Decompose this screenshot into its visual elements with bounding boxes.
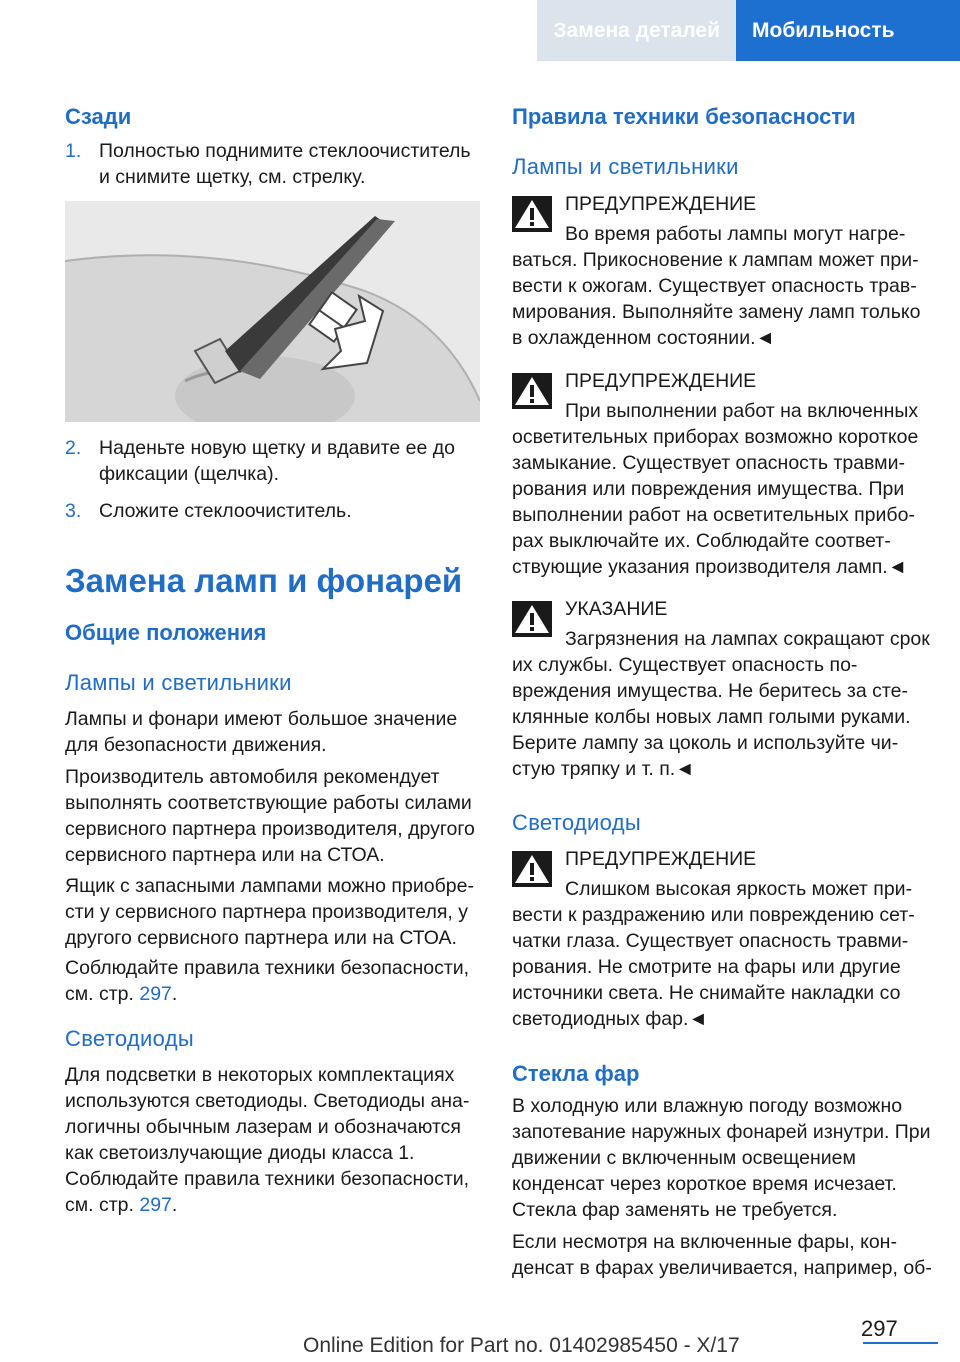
notice-title: УКАЗАНИЕ — [565, 598, 668, 620]
notice-text: Загрязнения на лампах сокращают срок их службы. Существует опасность повреждения имущества. Не беритесь за стеклянные колбы новых ламп голыми руками. Берите лампу за цоколь и используйте чистую тряпку и т. п.◄ — [512, 628, 930, 780]
punctuation: . — [171, 983, 178, 1005]
edition-text: Online Edition for Part no. 01402985450 - X/17 — [303, 1334, 740, 1357]
warning-text: Слишком высокая яркость может привести к раздражению или повреждению сетчатки глаза. Существует опасность травмирования. Не смотрите на фары или другие источники света. Не снимайте накладки со светодиодных фар.◄ — [512, 878, 915, 1030]
step-3 — [65, 498, 485, 526]
page-link[interactable]: 297 — [139, 983, 172, 1005]
page-number: 297 — [861, 1316, 898, 1341]
step-text: Наденьте новую щетку и вдавите ее до фиксации (щелчка). — [99, 437, 455, 485]
step-number: 3. — [65, 500, 82, 522]
safety-heading: Правила техники безопасности — [512, 104, 856, 129]
rear-wiper-figure — [65, 201, 480, 422]
paragraph: В холодную или влажную погоду возможно запотевание наружных фонарей изнутри. При движении с включенным освещением конденсат через короткое время исчезает. Стекла фар заменять не требуется. — [512, 1095, 931, 1221]
step-text: Полностью поднимите стеклоочиститель и снимите щетку, см. стрелку. — [99, 140, 471, 188]
paragraph-with-link — [65, 1166, 480, 1218]
footer-rule — [863, 1342, 938, 1344]
paragraph-text: Соблюдайте правила техники безопасности, см. стр. — [65, 1168, 470, 1216]
section-title: Замена ламп и фонарей — [65, 562, 463, 599]
rear-heading: Сзади — [65, 104, 132, 129]
warning-title: ПРЕДУПРЕЖДЕНИЕ — [565, 370, 757, 392]
lamps-heading: Лампы и светильники — [512, 154, 739, 179]
warning-title: ПРЕДУПРЕЖДЕНИЕ — [565, 193, 757, 215]
step-number: 2. — [65, 437, 82, 459]
step-2 — [65, 435, 485, 489]
led-heading: Светодиоды — [512, 810, 641, 835]
glass-heading: Стекла фар — [512, 1061, 640, 1086]
paragraph: Лампы и фонари имеют большое значение для безопасности движения. — [65, 708, 458, 756]
wiper-illustration — [65, 201, 480, 422]
paragraph-with-link — [65, 955, 480, 1007]
paragraph: Ящик с запасными лампами можно приобрести у сервисного партнера производителя, у другого сервисного партнера или на СТОА. — [65, 875, 474, 949]
paragraph-text: Соблюдайте правила техники безопасности, см. стр. — [65, 957, 470, 1005]
warning-text: Во время работы лампы могут нагреваться. Прикосновение к лампам может привести к ожогам. Существует опасность травмирования. Выполняйте замену ламп только в охлажденном состоянии.◄ — [512, 223, 921, 349]
step-1 — [65, 138, 485, 192]
lamps-heading: Лампы и светильники — [65, 670, 292, 695]
paragraph: Производитель автомобиля рекомендует выполнять соответствующие работы силами сервисного партнера производителя, другого сервисного партнера или на СТОА. — [65, 766, 475, 866]
punctuation: . — [171, 1194, 178, 1216]
chapter-tab[interactable]: Мобильность — [736, 0, 960, 61]
warning-title: ПРЕДУПРЕЖДЕНИЕ — [565, 848, 757, 870]
section-tab[interactable]: Замена деталей — [537, 0, 736, 61]
warning-text: При выполнении работ на включенных осветительных приборах возможно короткое замыкание. Существует опасность травмирования или повреждения имущества. При выполнении работ на осветительных приборах выключайте их. Соблюдайте соответствующие указания производителя ламп.◄ — [512, 400, 919, 578]
page-link[interactable]: 297 — [139, 1194, 172, 1216]
paragraph: Для подсветки в некоторых комплектациях используются светодиоды. Светодиоды аналогичны обычным лазерам и обозначаются как светоизлучающие диоды класса 1. — [65, 1064, 470, 1164]
step-text: Сложите стеклоочиститель. — [99, 500, 352, 522]
page-header — [537, 0, 960, 61]
paragraph: Если несмотря на включенные фары, конденсат в фарах увеличивается, например, об- — [512, 1231, 932, 1279]
step-number: 1. — [65, 140, 82, 162]
led-heading: Светодиоды — [65, 1026, 194, 1051]
general-heading: Общие положения — [65, 620, 267, 645]
